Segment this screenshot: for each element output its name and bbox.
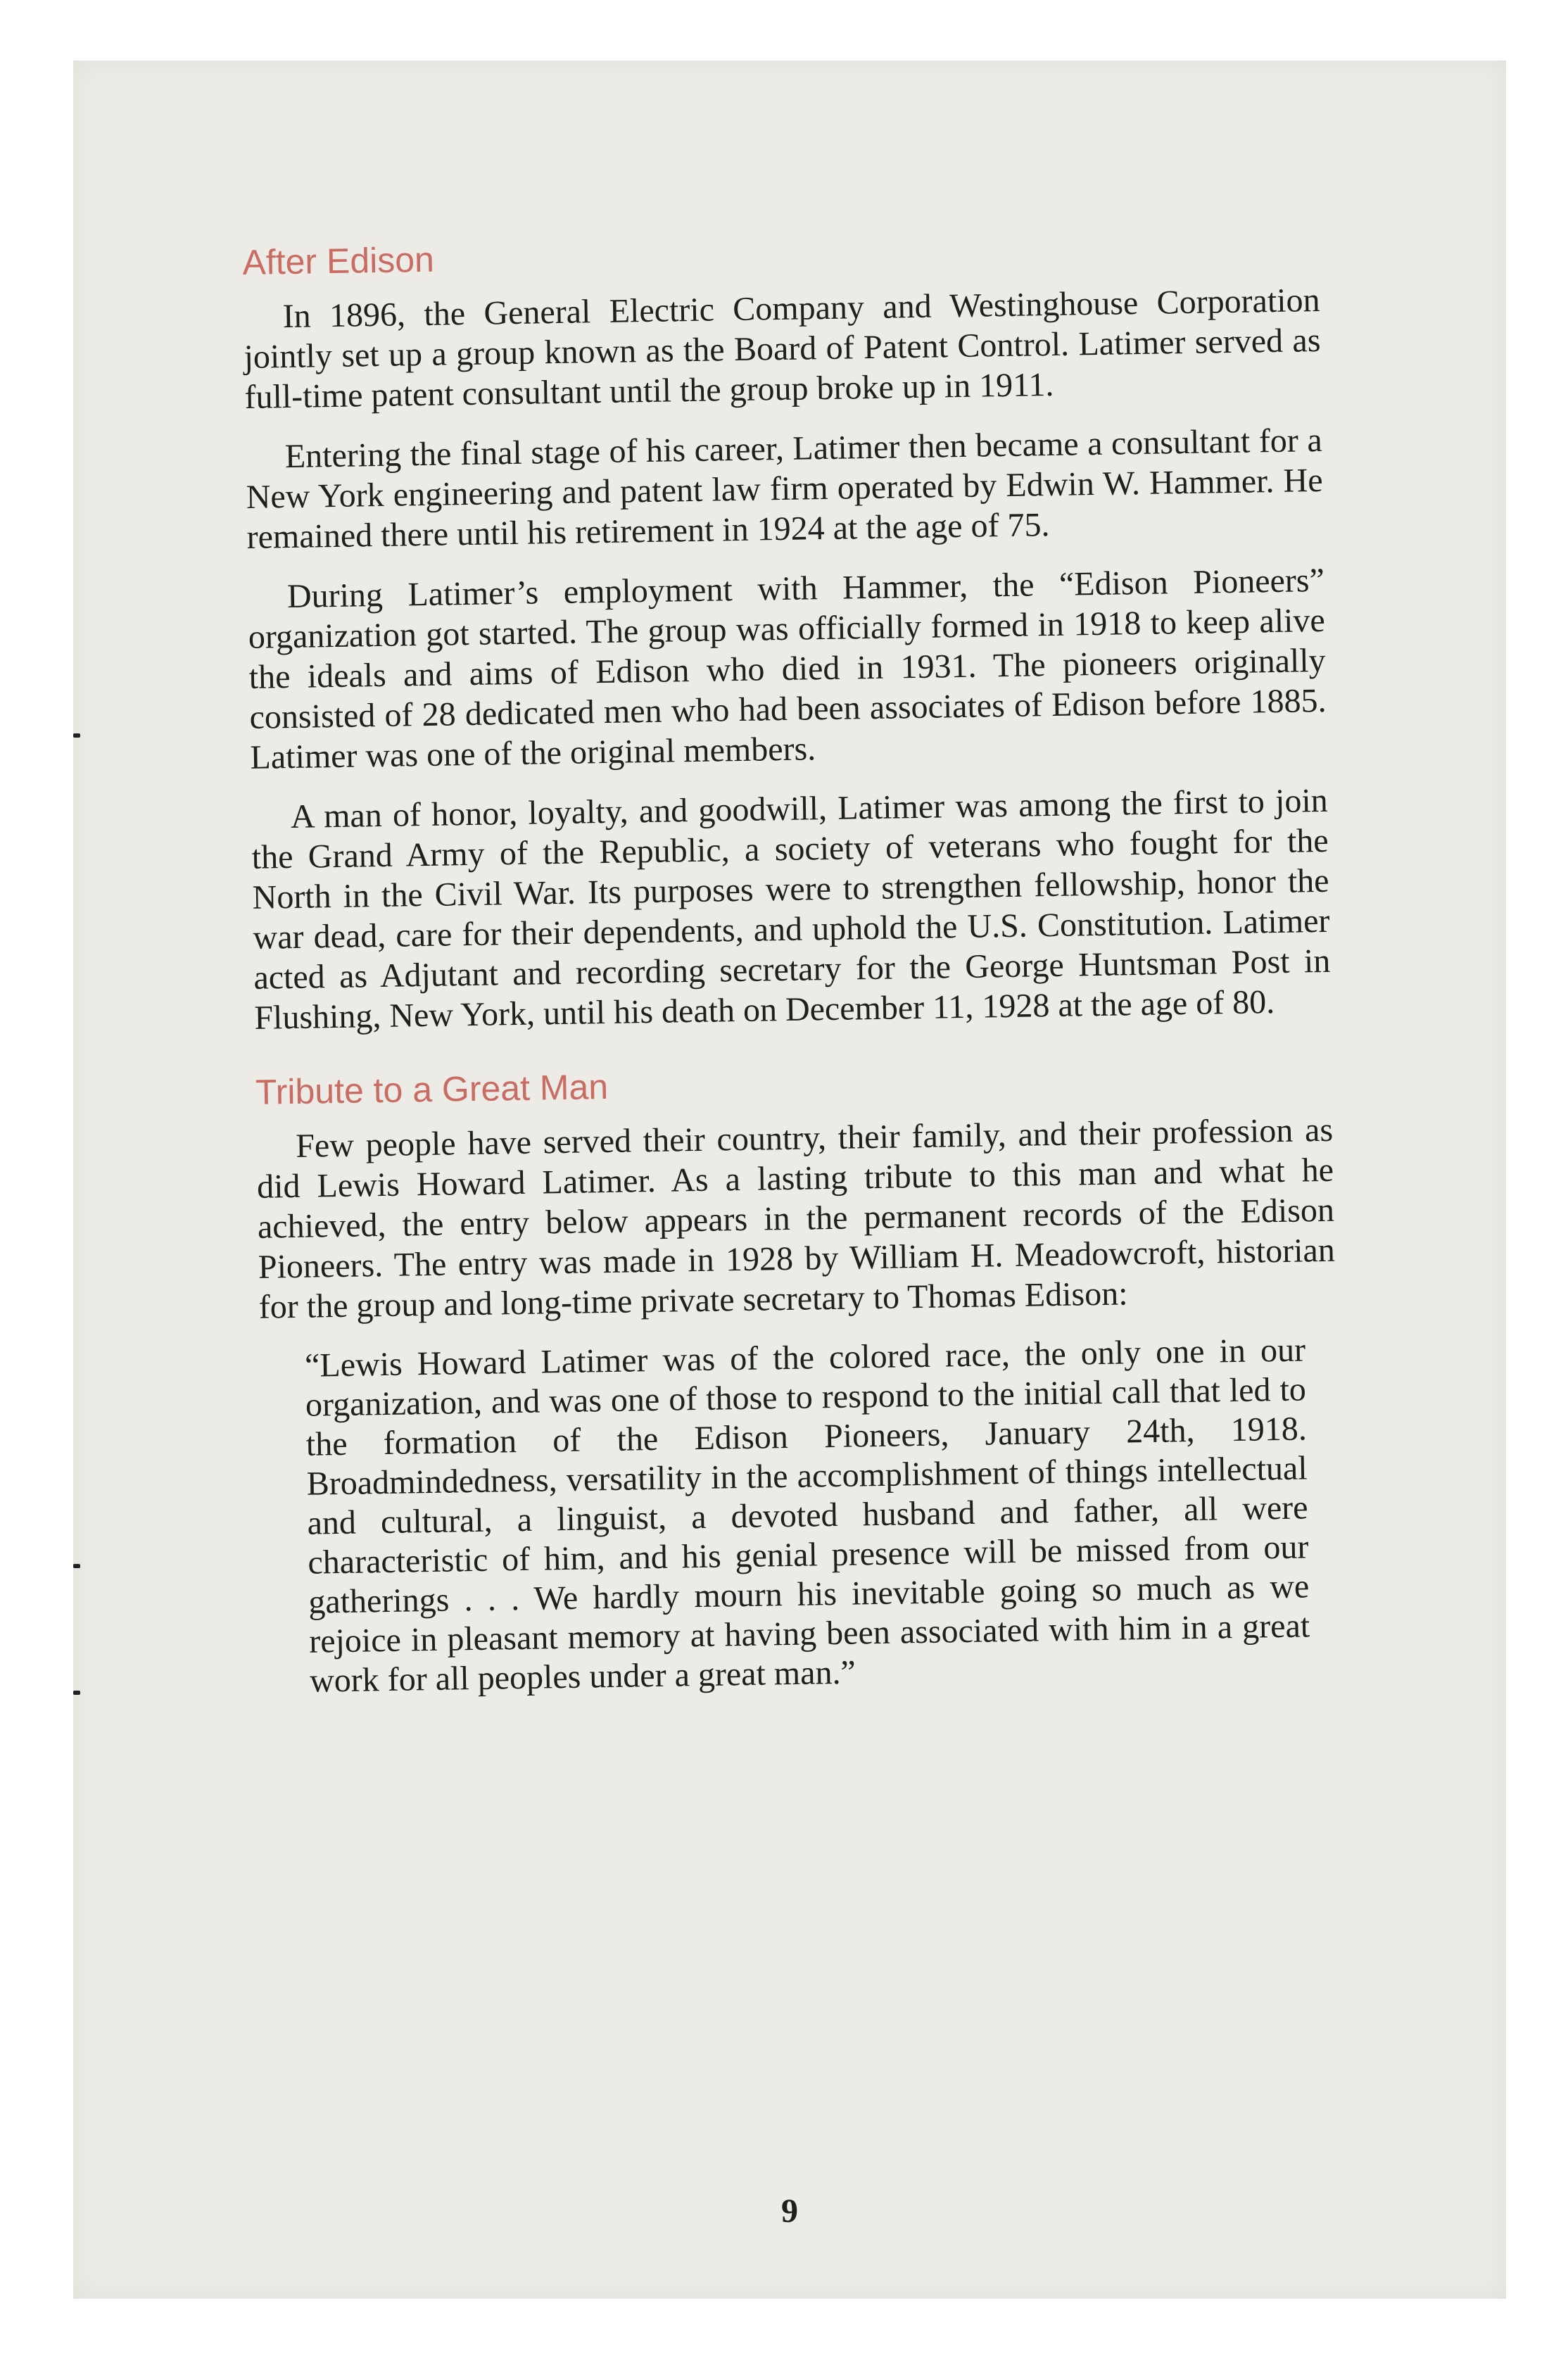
page-body (242, 224, 1341, 1702)
block-quote: “Lewis Howard Latimer was of the colored race, the only one in our organization, and was one of those to respond to the initial call that led to the formation of the Edison Pioneers, January 24th, 1918. Broadmindedness, versatility in the accomplishment of things intellectual and cultural, a linguist, a devoted husband and father, all were characteristic of him, and his genial presence will be missed from our gatherings . . . We hardly mourn his inevitable going so much as we rejoice in pleasant memory at having been associated with him in a great work for all peoples under a great man.” (304, 1331, 1310, 1700)
paragraph: Entering the final stage of his career, Latimer then became a consultant for a New York engineering and patent law firm operated by Edwin W. Hammer. He remained there until his retirement in 1924 at the age of 75. (246, 421, 1323, 556)
paragraph: A man of honor, loyalty, and goodwill, Latimer was among the first to join the Grand Army of the Republic, a society of veterans who fought for the North in the Civil War. Its purposes were to strengthen fellowship, honor the war dead, care for their dependents, and uphold the U.S. Constitution. Latimer acted as Adjutant and recording secretary for the George Huntsman Post in Flushing, New York, until his death on December 11, 1928 at the age of 80. (251, 781, 1331, 1037)
margin-mark (73, 733, 80, 738)
paragraph: Few people have served their country, their family, and their profession as did Lewis Howard Latimer. As a lasting tribute to this man and what he achieved, the entry below appears in the permanent records of the Edison Pioneers. The entry was made in 1928 by William H. Meadowcroft, historian for the group and long-time private secretary to Thomas Edison: (256, 1111, 1336, 1326)
margin-mark (73, 1691, 80, 1695)
paragraph: During Latimer’s employment with Hammer, the “Edison Pioneers” organization got started. The group was officially formed in 1918 to keep alive the ideals and aims of Edison who died in 1931. The pioneers originally consisted of 28 dedicated men who had been associates of Edison before 1885. Latimer was one of the original members. (248, 561, 1327, 776)
book-page (73, 61, 1506, 2299)
page-number: 9 (781, 2192, 798, 2230)
section-heading-tribute: Tribute to a Great Man (255, 1066, 609, 1112)
paragraph: In 1896, the General Electric Company and Westinghouse Corporation jointly set up a group known as the Board of Patent Control. Latimer served as full-time patent consultant until the group broke up in 1911. (244, 281, 1321, 416)
margin-mark (73, 1564, 80, 1568)
section-heading-after-edison: After Edison (242, 239, 435, 282)
